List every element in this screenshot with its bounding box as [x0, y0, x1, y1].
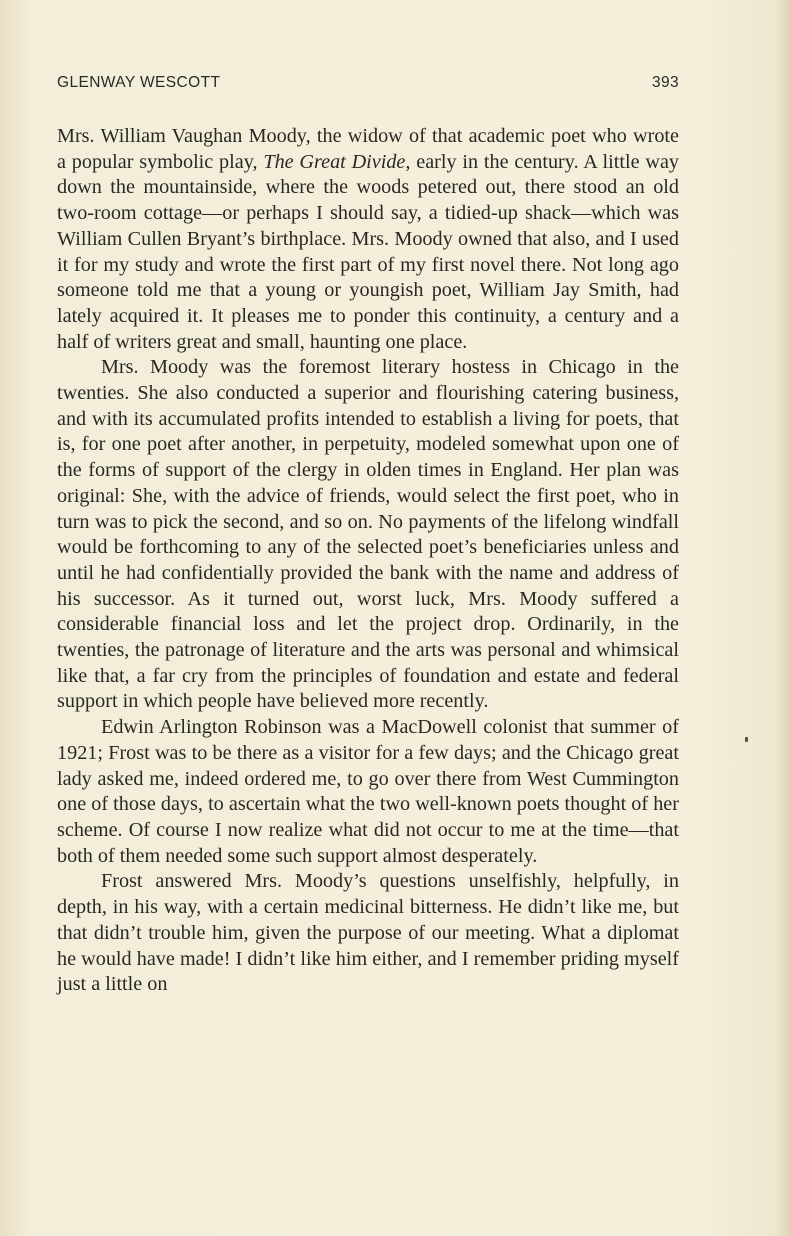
paragraph-2 [57, 355, 679, 715]
body-text [57, 124, 679, 998]
italic-title: The Great Divide, [263, 150, 411, 173]
page-edge-shadow [777, 0, 791, 1236]
text-run: Frost answered Mrs. Moody’s questions unselfishly, helpfully, in depth, in his way, with a certain medicinal bitterness. He didn’t like me, but that didn’t trouble him, given the purpose of our meeting. What a diplomat he would have made! I didn’t like him either, and I remember priding myself just a little on [57, 870, 679, 996]
running-head-author: GLENWAY WESCOTT [57, 74, 221, 91]
running-head [57, 74, 679, 96]
margin-speck [745, 737, 748, 742]
paragraph-1 [57, 124, 679, 355]
paragraph-4 [57, 869, 679, 998]
text-run: Edwin Arlington Robinson was a MacDowell colonist that summer of 1921; Frost was to be there as a visitor for a few days; and the Chicago great lady asked me, indeed ordered me, to go over there from West Cummington one of those days, to ascertain what the two well-known poets thought of her scheme. Of course I now realize what did not occur to me at the time—that both of them needed some such support almost desperately. [57, 716, 679, 867]
paragraph-3 [57, 715, 679, 869]
text-run: Mrs. William Vaughan Moody, the widow of that academic poet who wrote a popular symbolic play, [57, 125, 679, 173]
text-run: early in the century. A little way down the mountainside, where the woods petered out, there stood an old two-room cottage—or perhaps I should say, a tidied-up shack—which was William Cullen Bryant’s birthplace. Mrs. Moody owned that also, and I used it for my study and wrote the first part of my first novel there. Not long ago someone told me that a young or youngish poet, William Jay Smith, had lately acquired it. It pleases me to ponder this continuity, a century and a half of writers great and small, haunting one place. [57, 150, 679, 353]
page-number: 393 [651, 74, 679, 91]
text-run: Mrs. Moody was the foremost literary hostess in Chicago in the twenties. She also conducted a superior and flourishing catering business, and with its accumulated profits intended to establish a living for poets, that is, for one poet after another, in perpetuity, modeled somewhat upon one of the forms of support of the clergy in olden times in England. Her plan was original: She, with the advice of friends, would select the first poet, who in turn was to pick the second, and so on. No payments of the lifelong windfall would be forthcoming to any of the selected poet’s beneficiaries unless and until he had confidentially provided the bank with the name and address of his successor. As it turned out, worst luck, Mrs. Moody suffered a considerable financial loss and let the project drop. Ordinarily, in the twenties, the patronage of literature and the arts was personal and whimsical like that, a far cry from the principles of foundation and estate and federal support in which people have believed more recently. [57, 356, 679, 713]
